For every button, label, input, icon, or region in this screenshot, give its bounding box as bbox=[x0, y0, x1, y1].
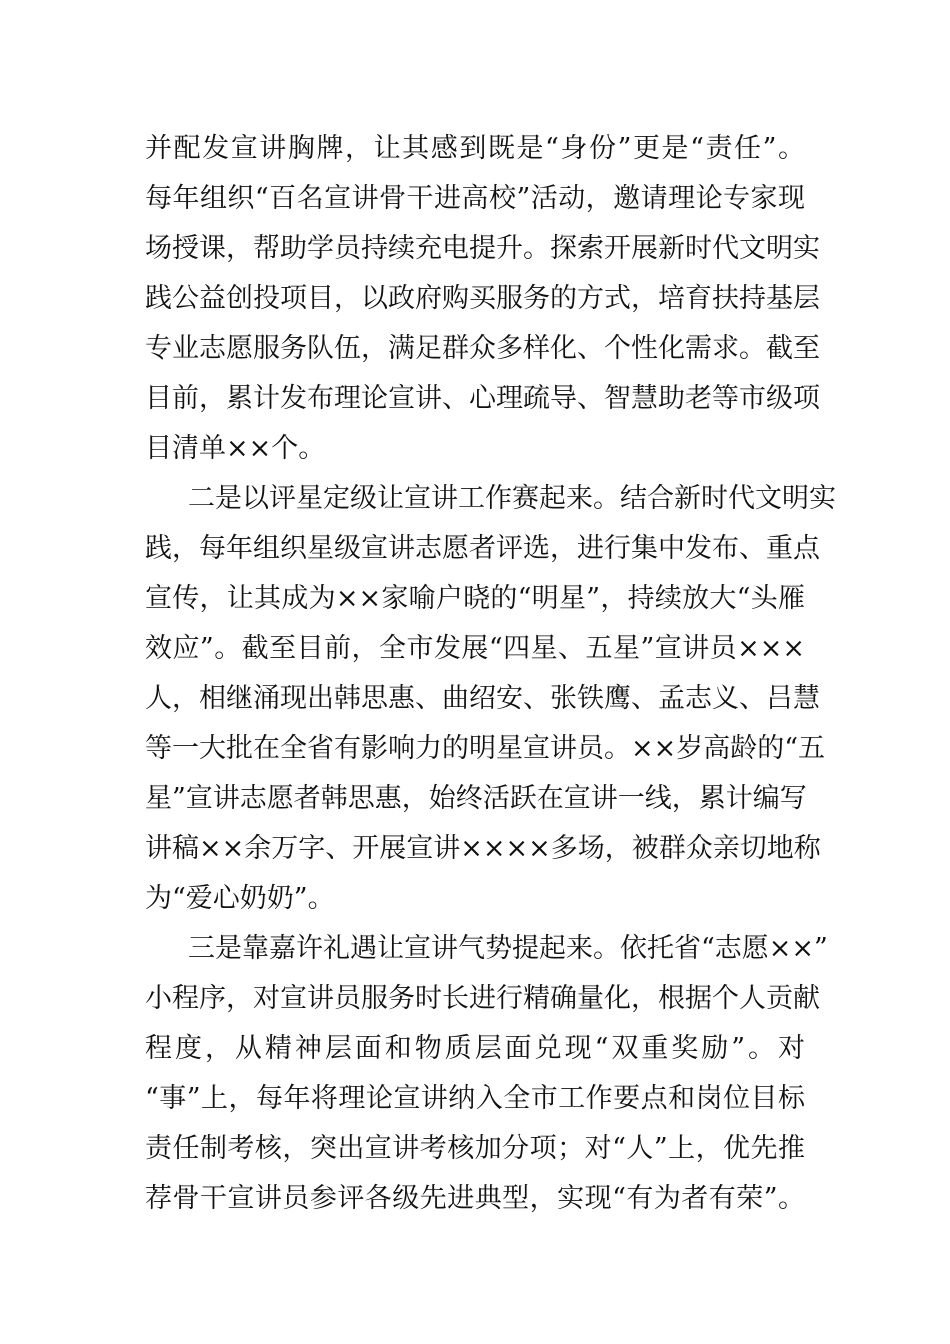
text-line: 场授课，帮助学员持续充电提升。探索开展新时代文明实 bbox=[145, 233, 820, 264]
paragraph-rating bbox=[145, 474, 836, 924]
text-line: 践，每年组织星级宣讲志愿者评选，进行集中发布、重点 bbox=[145, 533, 820, 564]
text-line: 效应”。截至目前，全市发展“四星、五星”宣讲员××× bbox=[145, 633, 805, 664]
text-line: 目清单××个。 bbox=[145, 433, 326, 464]
text-line: 讲稿××余万字、开展宣讲××××多场，被群众亲切地称 bbox=[145, 833, 821, 864]
paragraph-continuation bbox=[145, 124, 820, 474]
text-line: 等一大批在全省有影响力的明星宣讲员。××岁高龄的“五 bbox=[145, 733, 826, 764]
text-line: 二是以评星定级让宣讲工作赛起来。结合新时代文明实 bbox=[188, 483, 836, 514]
text-line: 并配发宣讲胸牌，让其感到既是“身份”更是“责任”。 bbox=[145, 133, 805, 164]
text-line: 宣传，让其成为××家喻户晓的“明星”，持续放大“头雁 bbox=[145, 583, 805, 614]
text-line: 为“爱心奶奶”。 bbox=[145, 883, 335, 914]
paragraph-praise bbox=[145, 924, 828, 1224]
text-line: 人，相继涌现出韩思惠、曲绍安、张铁鹰、孟志义、吕慧 bbox=[145, 683, 820, 714]
text-line: 目前，累计发布理论宣讲、心理疏导、智慧助老等市级项 bbox=[145, 383, 820, 414]
text-line: 荐骨干宣讲员参评各级先进典型，实现“有为者有荣”。 bbox=[145, 1183, 805, 1214]
text-line: 星”宣讲志愿者韩思惠，始终活跃在宣讲一线，累计编写 bbox=[145, 783, 807, 814]
text-line: 责任制考核，突出宣讲考核加分项；对“人”上，优先推 bbox=[145, 1133, 805, 1164]
text-line: 程度，从精神层面和物质层面兑现“双重奖励”。对 bbox=[145, 1033, 805, 1064]
text-line: “事”上，每年将理论宣讲纳入全市工作要点和岗位目标 bbox=[145, 1083, 805, 1114]
text-line: 小程序，对宣讲员服务时长进行精确量化，根据个人贡献 bbox=[145, 983, 820, 1014]
text-line: 践公益创投项目，以政府购买服务的方式，培育扶持基层 bbox=[145, 283, 820, 314]
text-line: 专业志愿服务队伍，满足群众多样化、个性化需求。截至 bbox=[145, 333, 820, 364]
document-page bbox=[145, 124, 836, 1224]
text-line: 三是靠嘉许礼遇让宣讲气势提起来。依托省“志愿××” bbox=[188, 933, 828, 964]
text-line: 每年组织“百名宣讲骨干进高校”活动，邀请理论专家现 bbox=[145, 183, 805, 214]
